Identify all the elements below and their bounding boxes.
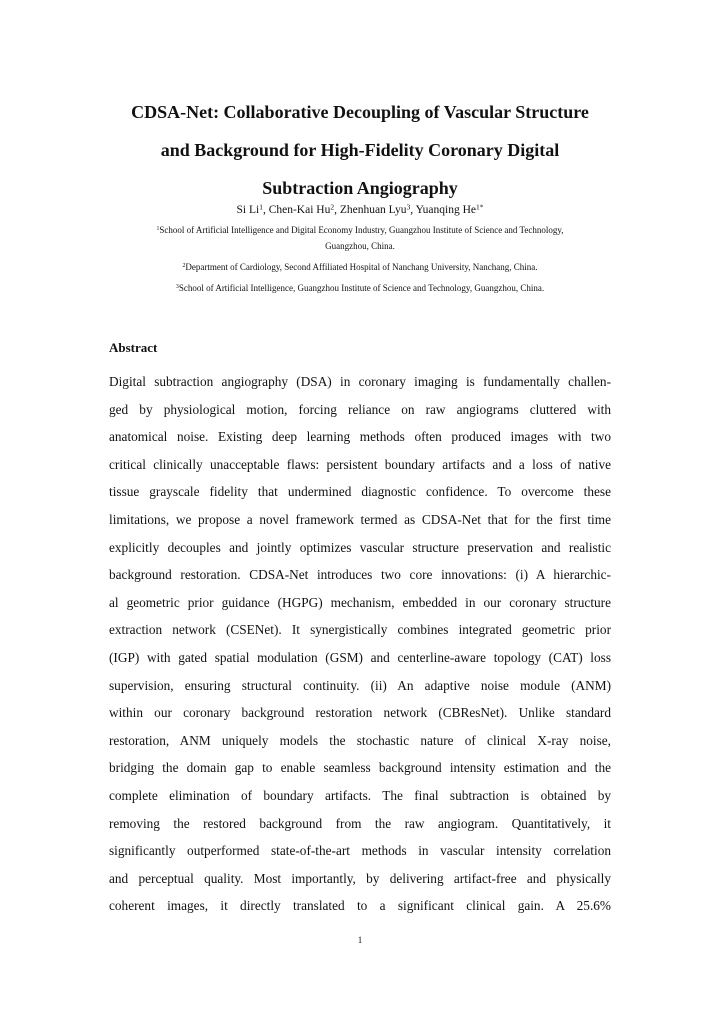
title-line: CDSA-Net: Collaborative Decoupling of Vascular Structure bbox=[131, 102, 589, 122]
abstract-line: within our coronary background restoration network (CBResNet). Unlike standard bbox=[109, 705, 611, 721]
abstract-line: ged by physiological motion, forcing reliance on raw angiograms cluttered with bbox=[109, 401, 611, 417]
author-affil-mark: 1* bbox=[476, 202, 484, 212]
abstract-line: (IGP) with gated spatial modulation (GSM) and centerline-aware topology (CAT) loss bbox=[109, 649, 611, 665]
abstract-line: background restoration. CDSA-Net introduces two core innovations: (i) A hierarchic- bbox=[109, 567, 611, 583]
affiliation-text: Department of Cardiology, Second Affiliated Hospital of Nanchang University, Nanchang, China. bbox=[185, 262, 538, 272]
abstract-line: explicitly decouples and jointly optimizes vascular structure preservation and realistic bbox=[109, 539, 611, 555]
abstract-line: removing the restored background from the raw angiogram. Quantitatively, it bbox=[109, 815, 611, 831]
abstract-line: coherent images, it directly translated to a significant clinical gain. A 25.6% bbox=[109, 898, 611, 914]
affiliation bbox=[100, 259, 620, 275]
author-affil-mark: 2 bbox=[330, 202, 335, 212]
title-line: and Background for High-Fidelity Coronary Digital bbox=[160, 140, 560, 160]
author-name: Si Li bbox=[236, 204, 260, 216]
abstract-line: and perceptual quality. Most importantly, by delivering artifact-free and physically bbox=[109, 870, 611, 886]
affiliation-mark: 2 bbox=[182, 263, 186, 270]
abstract-heading: Abstract bbox=[109, 340, 158, 355]
author-list: Si Li$^1$, Chen-Kai Hu$^2$, Zhenhuan Lyu$^3$, Yuanqing $He^{1*}$ bbox=[236, 202, 484, 216]
affiliation-text: School of Artificial Intelligence and Digital Economy Industry, Guangzhou Institute of Science and Technology, bbox=[159, 225, 564, 235]
affiliation-mark: 3 bbox=[175, 284, 179, 291]
abstract-line: extraction network (CSENet). It synergistically combines integrated geometric prior bbox=[109, 622, 611, 638]
page-number: 1 bbox=[357, 935, 363, 945]
abstract-line: tissue grayscale fidelity that undermined diagnostic confidence. To overcome these bbox=[109, 484, 611, 500]
author-name: Zhenhuan Lyu bbox=[339, 204, 407, 216]
abstract-line: limitations, we propose a novel framework termed as CDSA-Net that for the first time bbox=[109, 511, 611, 527]
affiliation-text: School of Artificial Intelligence, Guangzhou Institute of Science and Technology, Guangzhou, China. bbox=[178, 283, 545, 293]
abstract-line: al geometric prior guidance (HGPG) mechanism, embedded in our coronary structure bbox=[109, 594, 611, 610]
author-name: Chen-Kai Hu bbox=[268, 204, 331, 216]
author-affil-mark: 3 bbox=[406, 202, 411, 212]
paper-title bbox=[60, 93, 660, 207]
abstract-line: critical clinically unacceptable flaws: persistent boundary artifacts and a loss of native bbox=[109, 456, 611, 472]
abstract-line: restoration, ANM uniquely models the stochastic nature of clinical X-ray noise, bbox=[109, 732, 611, 748]
abstract-line: anatomical noise. Existing deep learning methods often produced images with two bbox=[109, 429, 611, 445]
author-name: Yuanqing He bbox=[415, 204, 476, 216]
affiliation bbox=[100, 222, 620, 254]
abstract-line: bridging the domain gap to enable seamless background intensity estimation and the bbox=[109, 760, 611, 776]
affiliation-text: Guangzhou, China. bbox=[325, 241, 395, 251]
affiliation-list bbox=[100, 222, 620, 301]
abstract-body bbox=[109, 368, 611, 920]
affiliation-mark: 1 bbox=[156, 226, 160, 233]
abstract-line: Digital subtraction angiography (DSA) in coronary imaging is fundamentally challen- bbox=[109, 374, 611, 389]
abstract-line: significantly outperformed state-of-the-art methods in vascular intensity correlation bbox=[109, 843, 611, 859]
author-affil-mark: 1 bbox=[259, 202, 263, 212]
abstract-line: supervision, ensuring structural continuity. (ii) An adaptive noise module (ANM) bbox=[109, 677, 611, 693]
abstract-line: complete elimination of boundary artifacts. The final subtraction is obtained by bbox=[109, 787, 611, 803]
affiliation bbox=[100, 280, 620, 296]
title-line: Subtraction Angiography bbox=[262, 178, 458, 198]
